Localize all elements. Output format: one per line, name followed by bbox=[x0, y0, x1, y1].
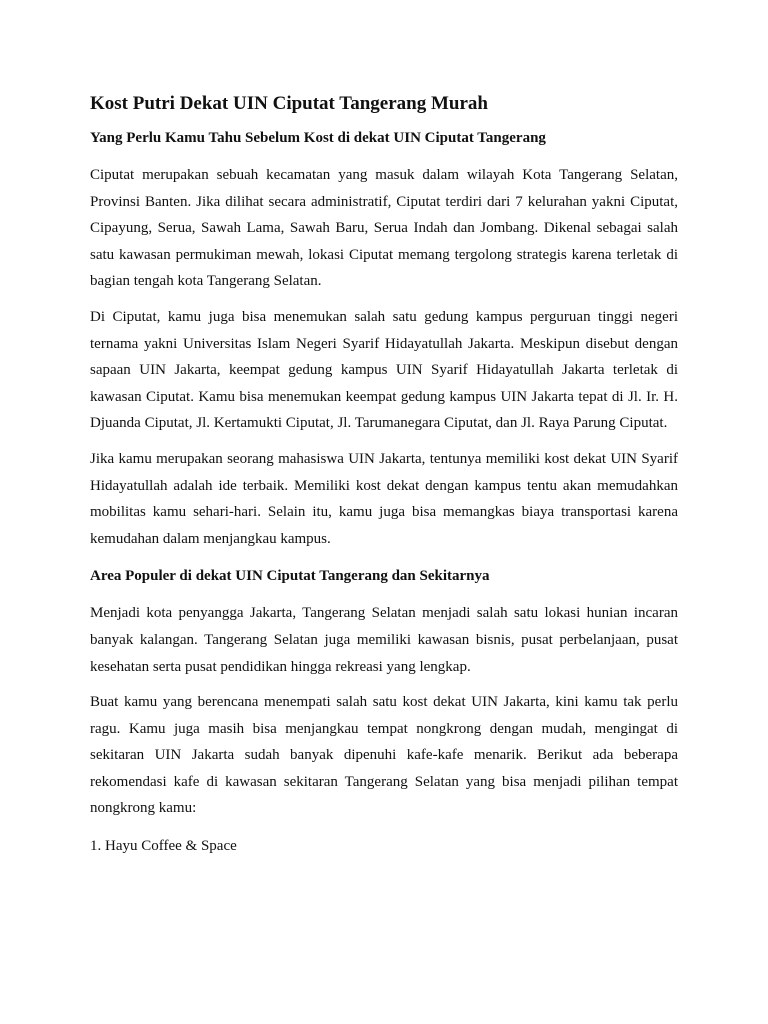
section-heading-1: Yang Perlu Kamu Tahu Sebelum Kost di dekat UIN Ciputat Tangerang bbox=[90, 130, 546, 146]
paragraph: Ciputat merupakan sebuah kecamatan yang masuk dalam wilayah Kota Tangerang Selatan, Provinsi Banten. Jika dilihat secara administratif, Ciputat terdiri dari 7 kelurahan yakni Ciputat, Cipayung, Serua, Sawah Lama, Sawah Baru, Serua Indah dan Jombang. Dikenal sebagai salah satu kawasan permukiman mewah, lokasi Ciputat memang tergolong strategis karena terletak di bagian tengah kota Tangerang Selatan. bbox=[90, 167, 678, 290]
list-item: 1. Hayu Coffee & Space bbox=[90, 838, 237, 855]
paragraph: Di Ciputat, kamu juga bisa menemukan salah satu gedung kampus perguruan tinggi negeri ternama yakni Universitas Islam Negeri Syarif Hidayatullah Jakarta. Meskipun disebut dengan sapaan UIN Jakarta, keempat gedung kampus UIN Syarif Hidayatullah Jakarta terletak di kawasan Ciputat. Kamu bisa menemukan keempat gedung kampus UIN Jakarta tepat di Jl. Ir. H. Djuanda Ciputat, Jl. Kertamukti Ciputat, Jl. Tarumanegara Ciputat, dan Jl. Raya Parung Ciputat. bbox=[90, 308, 678, 432]
document-title: Kost Putri Dekat UIN Ciputat Tangerang Murah bbox=[90, 93, 488, 114]
paragraph: Menjadi kota penyangga Jakarta, Tangerang Selatan menjadi salah satu lokasi hunian incaran banyak kalangan. Tangerang Selatan juga memiliki kawasan bisnis, pusat perbelanjaan, pusat kesehatan serta pusat pendidikan hingga rekreasi yang lengkap. bbox=[90, 605, 678, 675]
paragraph: Buat kamu yang berencana menempati salah satu kost dekat UIN Jakarta, kini kamu tak perlu ragu. Kamu juga masih bisa menjangkau tempat nongkrong dengan mudah, mengingat di sekitaran UIN Jakarta sudah banyak dipenuhi kafe-kafe menarik. Berikut ada beberapa rekomendasi kafe di kawasan sekitaran Tangerang Selatan yang bisa menjadi pilihan tempat nongkrong kamu: bbox=[90, 694, 678, 817]
paragraph: Jika kamu merupakan seorang mahasiswa UIN Jakarta, tentunya memiliki kost dekat UIN Syarif Hidayatullah adalah ide terbaik. Memiliki kost dekat dengan kampus tentu akan memudahkan mobilitas kamu sehari-hari. Selain itu, kamu juga bisa memangkas biaya transportasi karena kemudahan dalam menjangkau kampus. bbox=[90, 450, 678, 547]
section-heading-2: Area Populer di dekat UIN Ciputat Tangerang dan Sekitarnya bbox=[90, 568, 490, 585]
document-page bbox=[90, 92, 678, 856]
